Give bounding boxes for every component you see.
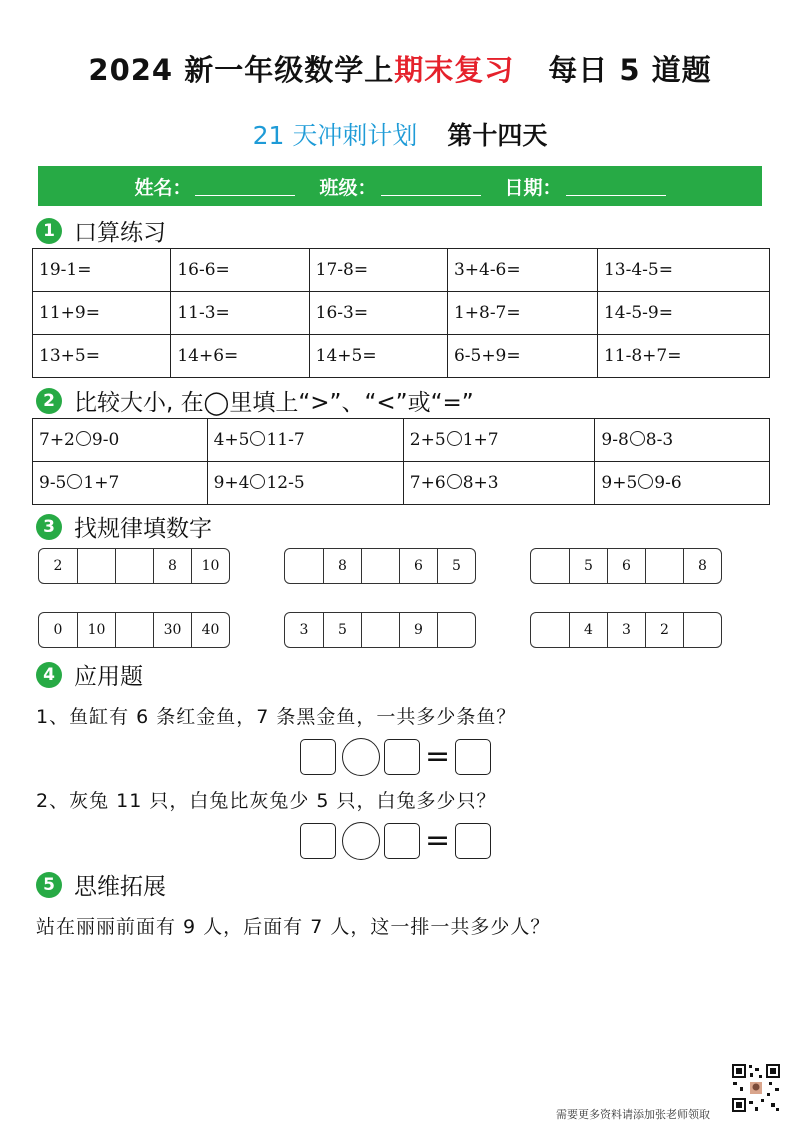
subtitle-day: 第十四天 [447, 121, 548, 150]
math-problem-cell[interactable]: 13+5= [33, 335, 171, 378]
sequence-blank-cell[interactable] [437, 613, 475, 647]
title-prefix: 2024 新一年级数学上 [88, 53, 395, 87]
sequence-cell: 4 [569, 613, 607, 647]
sequence-blank-cell[interactable] [285, 549, 323, 583]
compare-right: 8+3 [462, 473, 499, 493]
answer-equation-2 [300, 822, 491, 860]
section-title: 口算练习 [74, 220, 166, 246]
compare-right: 9-0 [91, 430, 120, 450]
compare-circle[interactable] [76, 431, 91, 446]
sequence-blank-cell[interactable] [531, 613, 569, 647]
sequence-blank-cell[interactable] [683, 613, 721, 647]
answer-box[interactable] [300, 739, 336, 775]
section-title: 找规律填数字 [74, 516, 212, 542]
page-subtitle [0, 116, 800, 152]
answer-box[interactable] [384, 739, 420, 775]
table-row [33, 249, 770, 292]
thinking-problem: 站在丽丽前面有 9 人，后面有 7 人，这一排一共多少人？ [36, 916, 551, 938]
answer-box[interactable] [384, 823, 420, 859]
equals-sign: = [425, 739, 451, 774]
math-problem-cell[interactable]: 11-8+7= [597, 335, 769, 378]
qr-code-icon [731, 1063, 781, 1113]
math-problem-cell[interactable]: 1+8-7= [447, 292, 597, 335]
sequence-cell: 3 [607, 613, 645, 647]
table-row [33, 335, 770, 378]
class-field[interactable]: 班级： [319, 173, 480, 200]
sequence-cell: 30 [153, 613, 191, 647]
compare-table [32, 418, 770, 505]
sequence-cell: 2 [53, 558, 63, 574]
word-problem-1: 1、鱼缸有 6 条红金鱼，7 条黑金鱼，一共多少条鱼？ [36, 706, 517, 728]
math-problem-cell[interactable]: 16-3= [309, 292, 447, 335]
compare-left: 9-5 [39, 473, 67, 493]
math-problem-cell[interactable]: 3+4-6= [447, 249, 597, 292]
sequence-cell: 10 [77, 613, 115, 647]
sequence-cell: 2 [645, 613, 683, 647]
section-compare [36, 384, 474, 417]
number-sequence [530, 548, 722, 584]
section-number-badge: 3 [36, 514, 62, 540]
page-title [0, 48, 800, 89]
math-problem-cell[interactable]: 16-6= [171, 249, 309, 292]
compare-circle[interactable] [630, 431, 645, 446]
section-number-badge: 5 [36, 872, 62, 898]
compare-cell [595, 419, 770, 462]
math-problem-cell[interactable]: 14+6= [171, 335, 309, 378]
compare-circle[interactable] [447, 431, 462, 446]
number-sequence [284, 612, 476, 648]
sequence-blank-cell[interactable] [361, 549, 399, 583]
compare-cell [33, 462, 208, 505]
compare-circle[interactable] [447, 474, 462, 489]
compare-cell [33, 419, 208, 462]
answer-box[interactable] [300, 823, 336, 859]
compare-left: 9+5 [601, 473, 638, 493]
operator-circle[interactable] [342, 738, 380, 776]
sequence-cell: 6 [607, 549, 645, 583]
sequence-cell: 6 [399, 549, 437, 583]
sequence-cell: 5 [569, 549, 607, 583]
subtitle-plan: 21 天冲刺计划 [252, 121, 418, 150]
sequence-cell: 5 [437, 549, 475, 583]
sequence-cell: 10 [191, 549, 229, 583]
compare-left: 9+4 [213, 473, 250, 493]
math-problem-cell[interactable]: 6-5+9= [447, 335, 597, 378]
sequence-cell: 8 [153, 549, 191, 583]
compare-right: 8-3 [645, 430, 674, 450]
compare-circle[interactable] [250, 474, 265, 489]
name-field[interactable]: 姓名： [134, 173, 295, 200]
table-row [33, 419, 770, 462]
compare-right: 1+7 [83, 473, 120, 493]
section-title: 应用题 [74, 664, 143, 690]
sequence-cell: 40 [191, 613, 229, 647]
sequence-blank-cell[interactable] [361, 613, 399, 647]
sequence-cell: 8 [683, 549, 721, 583]
sequence-cell: 9 [399, 613, 437, 647]
sequence-blank-cell[interactable] [115, 613, 153, 647]
compare-left: 2+5 [409, 430, 446, 450]
compare-cell [595, 462, 770, 505]
title-suffix: 每日 5 道题 [548, 53, 712, 87]
sequence-blank-cell[interactable] [645, 549, 683, 583]
section-number-badge: 4 [36, 662, 62, 688]
section-title: 思维拓展 [74, 874, 166, 900]
compare-cell [207, 462, 403, 505]
table-row [33, 462, 770, 505]
math-problem-cell[interactable]: 11+9= [33, 292, 171, 335]
compare-cell [403, 462, 595, 505]
section-number-badge: 2 [36, 388, 62, 414]
sequence-blank-cell[interactable] [115, 549, 153, 583]
compare-right: 9-6 [654, 473, 682, 493]
equals-sign: = [425, 823, 451, 858]
sequence-cell: 0 [53, 622, 63, 638]
section-mental-math [36, 214, 166, 247]
math-problem-cell[interactable]: 13-4-5= [597, 249, 769, 292]
sequence-cell: 8 [323, 549, 361, 583]
compare-left: 4+5 [213, 430, 250, 450]
operator-circle[interactable] [342, 822, 380, 860]
math-problem-cell[interactable]: 14+5= [309, 335, 447, 378]
compare-left: 9-8 [601, 430, 629, 450]
number-sequence [38, 612, 230, 648]
section-thinking [36, 868, 166, 901]
math-problem-cell[interactable]: 11-3= [171, 292, 309, 335]
number-sequence [530, 612, 722, 648]
result-box[interactable] [455, 739, 491, 775]
compare-cell [403, 419, 595, 462]
math-problem-cell[interactable]: 14-5-9= [597, 292, 769, 335]
math-problem-cell[interactable]: 17-8= [309, 249, 447, 292]
number-sequence [284, 548, 476, 584]
section-title: 比较大小, 在◯里填上“>”、“<”或“=” [74, 390, 474, 416]
word-problem-2: 2、灰兔 11 只，白兔比灰兔少 5 只，白兔多少只？ [36, 790, 497, 812]
footer-note: 需要更多资料请添加张老师领取 [556, 1108, 710, 1121]
compare-cell [207, 419, 403, 462]
title-highlight: 期末复习 [394, 53, 515, 87]
compare-left: 7+6 [409, 473, 446, 493]
compare-right: 12-5 [266, 473, 305, 493]
math-problem-cell[interactable]: 19-1= [33, 249, 171, 292]
sequence-cell: 5 [323, 613, 361, 647]
date-field[interactable]: 日期： [505, 173, 666, 200]
compare-right: 1+7 [462, 430, 499, 450]
compare-left: 7+2 [39, 430, 75, 450]
sequence-blank-cell[interactable] [531, 549, 569, 583]
section-word-problems [36, 658, 143, 691]
compare-circle[interactable] [638, 474, 653, 489]
answer-equation-1 [300, 738, 491, 776]
sequence-cell: 3 [299, 622, 309, 638]
result-box[interactable] [455, 823, 491, 859]
table-row [33, 292, 770, 335]
section-pattern [36, 510, 212, 543]
info-banner [38, 166, 762, 206]
compare-right: 11-7 [266, 430, 305, 450]
compare-circle[interactable] [250, 431, 265, 446]
compare-circle[interactable] [67, 474, 82, 489]
sequence-blank-cell[interactable] [77, 549, 115, 583]
section-number-badge: 1 [36, 218, 62, 244]
mental-math-table [32, 248, 770, 378]
number-sequence [38, 548, 230, 584]
